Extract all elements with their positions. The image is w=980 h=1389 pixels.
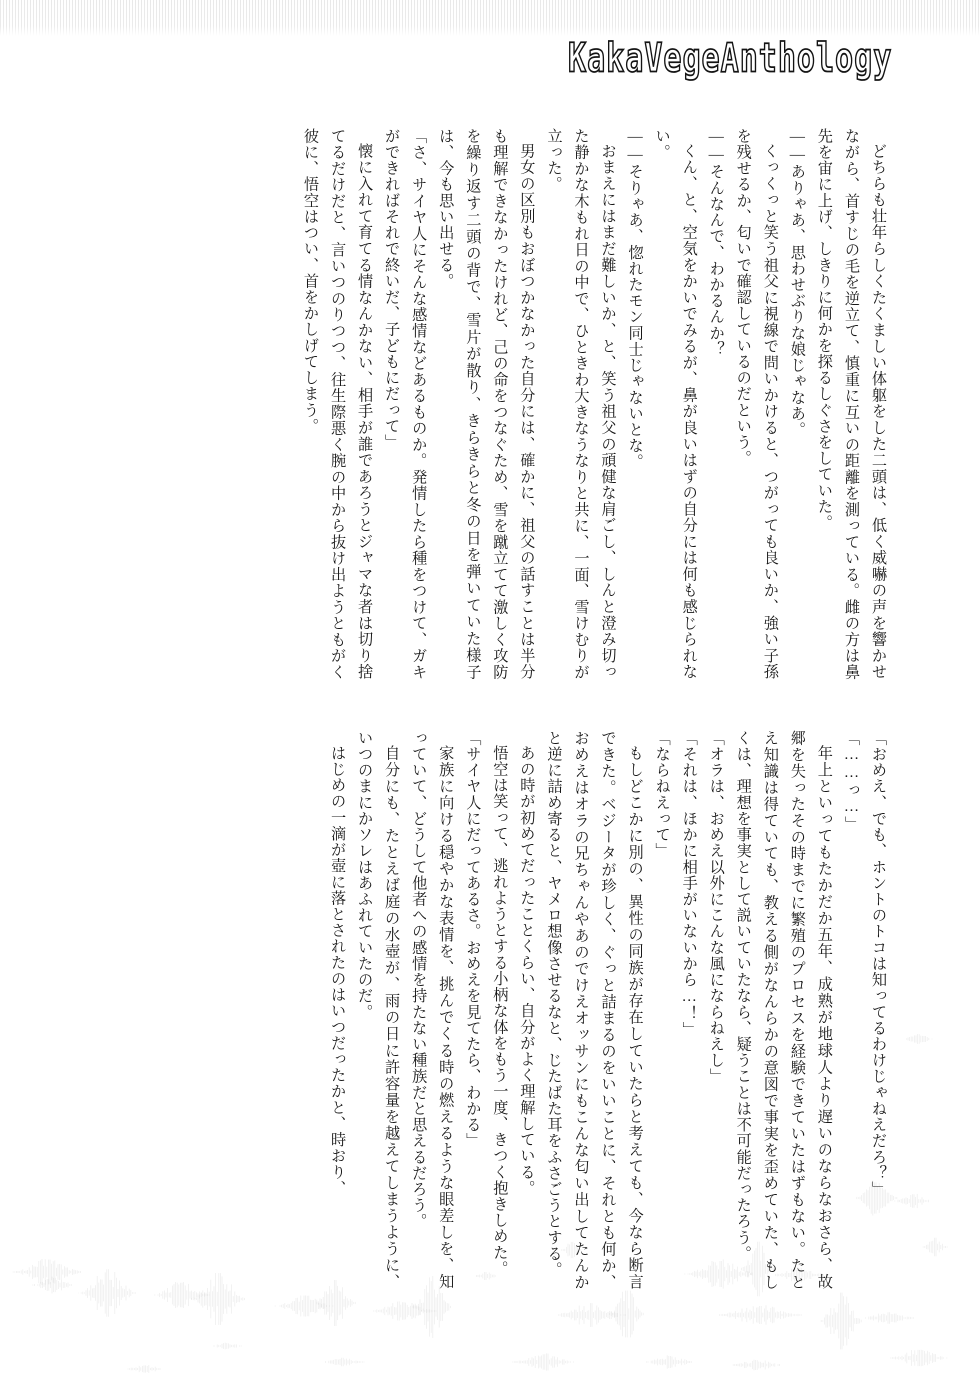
upper-paragraph: どちらも壮年らしくたくましい体躯をした二頭は、低く威嚇の声を響かせながら、首すじの毛を逆立て、慎重に互いの距離を測っている。雌の方は鼻先を宙に上げ、しきりに何かを探るしぐさをしていた。: [815, 128, 887, 680]
lower-text-block: [82, 730, 892, 1290]
waveform-spike: [886, 1344, 950, 1372]
waveform-spike: [608, 1288, 644, 1340]
waveform-spike: [272, 1290, 334, 1322]
title-block: [558, 35, 892, 82]
upper-paragraph: おまえにはまだ難しいか、と、笑う祖父の頑健な肩ごし、しんと澄み切った静かな木もれ日の中で、ひときわ大きなうなりと共に、一面、雪けむりが立った。: [545, 128, 617, 680]
waveform-spike: [120, 1360, 168, 1378]
lower-paragraph: 年上といってもたかだか五年、成熟が地球人より遅いのならなおさら、故郷を失ったその時までに繁殖のプロセスを経験できていたはずもない。たとえ知識は得ていても、教える側がなんらかの意図で事実を歪めていた、もしくは、理想を事実として説いていたなら、疑うことは不可能だったろう。: [734, 730, 833, 1290]
lower-paragraph: 「オラは、おめえ以外にこんな風にならねえし」: [707, 730, 725, 1085]
lower-paragraph: はじめの一滴が壺に落とされたのはいつだったかと、時おり、: [329, 745, 347, 1197]
upper-paragraph: ――そりゃあ、惚れたモン同士じゃないとな。: [626, 128, 644, 470]
lower-paragraph: 「ならねえって」: [653, 730, 671, 859]
waveform-spike: [28, 1272, 78, 1298]
lower-paragraph: 家族に向ける穏やかな表情を、挑んでくる時の燃えるような眼差しを、知っていて、どうして他者への感情を持たない種族だと思えるだろう。: [410, 730, 455, 1290]
waveform-spike: [206, 1338, 246, 1354]
upper-paragraph: 「さ、サイヤ人にそんな感情などあるものか。発情したら種をつけて、ガキができればそれで終いだ、子どもにだって」: [383, 128, 428, 680]
lower-paragraph: もしどこかに別の、異性の同族が存在していたらと考えても、今なら断言できた。ベジータが珍しく、ぐっと詰まるのをいいことに、それとも何か、おめえはオラの兄ちゃんやあのでけえオッサンにもこんな匂い出してたんかと逆に詰め寄ると、ヤメロ想像させるなと、じたばた耳をふさごうとする。: [545, 730, 644, 1290]
waveform-spike: [364, 1296, 440, 1326]
lower-paragraph: 「……っ…」: [842, 730, 860, 833]
top-stripe-band-decoration: [0, 0, 980, 36]
waveform-spike: [552, 1298, 626, 1332]
upper-text-block: [92, 128, 892, 680]
waveform-spike: [722, 1354, 788, 1376]
lower-paragraph: 「おめえ、でも、ホントのトコは知ってるわけじゃねえだろ？」: [870, 730, 887, 1198]
waveform-spike: [710, 1300, 806, 1330]
anthology-title: KakaVegeAnthology: [567, 35, 892, 82]
waveform-spike: [920, 1232, 948, 1262]
waveform-spike: [900, 1028, 936, 1050]
upper-paragraph: くん、と、空気をかいでみるが、鼻が良いはずの自分には何も感じられない。: [653, 128, 698, 680]
waveform-spike: [818, 1292, 862, 1350]
lower-paragraph: 悟空は笑って、逃れようとする小柄な体をもう一度、きつく抱きしめた。: [491, 745, 509, 1277]
upper-paragraph: 懐に入れて育てる情なんかない、相手が誰であろうとジャマな者は切り捨てるだけだと、言いつのりつつ、往生際悪く腕の中から抜け出ようともがく彼に、悟空はつい、首をかしげてしまう。: [302, 128, 374, 680]
waveform-spike: [316, 1352, 368, 1372]
upper-paragraph: ――そんなんで、わかるんか？: [707, 128, 725, 358]
upper-paragraph: くっくっと笑う祖父に視線で問いかけると、つがっても良いか、強い子孫を残せるか、匂いで確認しているのだという。: [734, 128, 779, 680]
lower-paragraph: 「サイヤ人にだってあるさ。おめえを見てたら、わかる」: [464, 730, 482, 1149]
lower-paragraph: あの時が初めてだったことくらい、自分がよく理解している。: [518, 745, 536, 1197]
waveform-spike: [640, 1350, 698, 1374]
lower-paragraph: 自分にも、たとえば庭の水壺が、雨の日に許容量を越えてしまうように、いつのまにかソレはあふれていたのだ。: [356, 730, 401, 1290]
waveform-spike: [508, 1348, 578, 1376]
waveform-spike: [890, 1188, 934, 1214]
waveform-spike: [856, 1306, 918, 1330]
waveform-spike: [10, 1252, 84, 1292]
upper-paragraph: 男女の区別もおぼつかなかった自分には、確かに、祖父の話すことは半分も理解できなかったけれど、己の命をつなぐため、雪を蹴立てて激しく攻防を繰り返す二頭の背で、雪片が散り、きらきらと冬の日を弾いていた様子は、今も思い出せる。: [437, 128, 536, 680]
upper-paragraph: ――ありゃあ、思わせぶりな娘じゃなあ。: [788, 128, 806, 438]
lower-paragraph: 「それは、ほかに相手がいないから…！」: [680, 730, 698, 1038]
